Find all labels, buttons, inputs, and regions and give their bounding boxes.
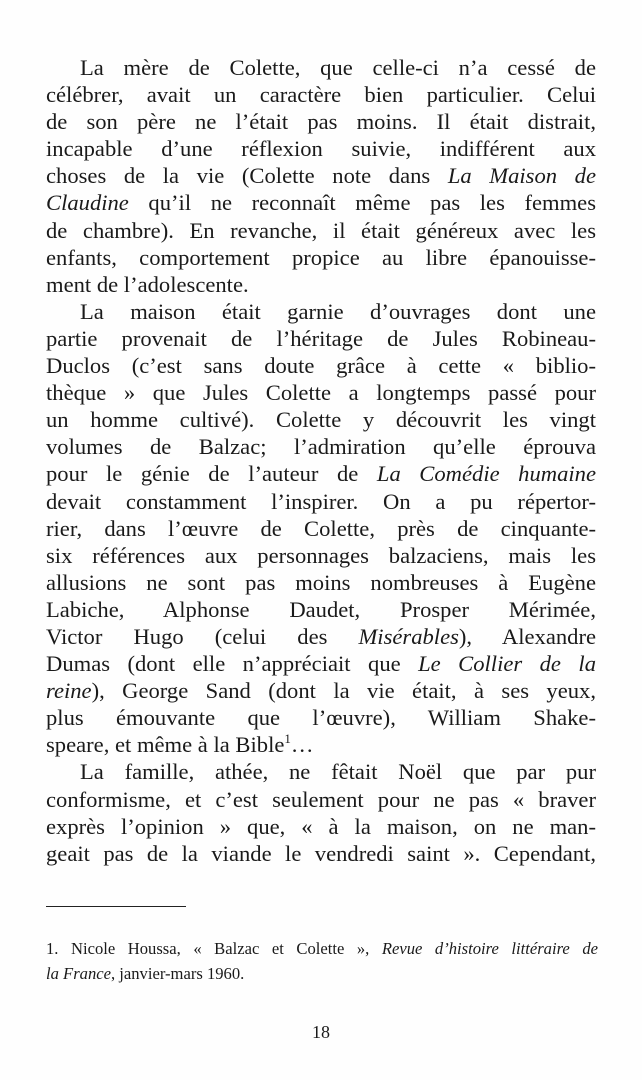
text-run: célébrer, avait un caractère bien particulier. Celui: [46, 82, 596, 108]
footnote: [46, 936, 598, 986]
text-line: [46, 731, 596, 758]
paragraph-1: [46, 54, 596, 298]
footnote-line: [46, 961, 598, 986]
text-run: qu’il ne reconnaît même pas les femmes: [128, 190, 596, 216]
italic-title: Claudine: [46, 190, 129, 216]
footnote-journal-title: la France: [46, 964, 111, 983]
text-line: [46, 542, 596, 569]
text-line: [46, 244, 596, 271]
text-line: [46, 650, 596, 677]
text-line: [46, 298, 596, 325]
paragraph-3: [46, 758, 596, 866]
text-line: [46, 596, 596, 623]
italic-title: Le Collier de la: [418, 651, 596, 677]
text-line: [46, 135, 596, 162]
italic-title: Misérables: [358, 623, 459, 649]
footnote-text: 1. Nicole Houssa, « Balzac et Colette »,: [46, 939, 382, 958]
text-run: La famille, athée, ne fêtait Noël que par pur: [80, 759, 596, 785]
text-line: [46, 217, 596, 244]
text-line: [46, 704, 596, 731]
text-run: La maison était garnie d’ouvrages dont une: [80, 298, 596, 324]
text-run: volumes de Balzac; l’admiration qu’elle éprouva: [46, 434, 596, 460]
paragraph-2: [46, 298, 596, 759]
text-run: …: [290, 732, 314, 758]
text-run: La mère de Colette, que celle-ci n’a cessé de: [80, 55, 596, 80]
italic-title: La Maison de: [447, 163, 596, 189]
text-line: [46, 433, 596, 460]
text-line: [46, 840, 596, 867]
text-line: [46, 189, 596, 216]
text-run: ), Alexandre: [458, 623, 596, 649]
text-run: exprès l’opinion » que, « à la maison, on ne man-: [46, 813, 596, 839]
page-number: 18: [312, 1022, 330, 1042]
text-run: partie provenait de l’héritage de Jules Robineau-: [46, 325, 596, 351]
text-line: [46, 488, 596, 515]
text-run: thèque » que Jules Colette a longtemps passé pour: [46, 380, 596, 406]
text-line: [46, 81, 596, 108]
body-text: [46, 54, 596, 867]
text-run: choses de la vie (Colette note dans: [46, 163, 448, 189]
text-run: Dumas (dont elle n’appréciait que: [46, 651, 419, 677]
text-run: incapable d’une réflexion suivie, indifférent aux: [46, 136, 596, 162]
text-line: [46, 162, 596, 189]
text-run: ment de l’adolescente.: [46, 271, 249, 297]
text-line: [46, 460, 596, 487]
text-line: [46, 677, 596, 704]
text-run: de son père ne l’était pas moins. Il était distrait,: [46, 109, 596, 135]
footnote-marker: 1: [284, 731, 291, 747]
text-line: [46, 108, 596, 135]
text-line: [46, 569, 596, 596]
text-line: [46, 406, 596, 433]
text-line: [46, 271, 596, 298]
text-line: [46, 786, 596, 813]
text-line: [46, 352, 596, 379]
text-run: plus émouvante que l’œuvre), William Shake-: [46, 705, 596, 731]
italic-title: La Comédie humaine: [376, 461, 596, 487]
text-run: six références aux personnages balzaciens, mais les: [46, 542, 596, 568]
text-run: ), George Sand (dont la vie était, à ses yeux,: [91, 678, 596, 704]
text-line: [46, 813, 596, 840]
footnote-journal-title: Revue d’histoire littéraire de: [381, 939, 598, 958]
text-run: Labiche, Alphonse Daudet, Prosper Mérimée,: [46, 596, 596, 622]
text-line: [46, 379, 596, 406]
text-run: rier, dans l’œuvre de Colette, près de cinquante-: [46, 515, 596, 541]
footnote-text: , janvier-mars 1960.: [110, 964, 245, 983]
text-run: Victor Hugo (celui des: [46, 623, 359, 649]
text-run: devait constamment l’inspirer. On a pu répertor-: [46, 488, 596, 514]
footnote-separator: [46, 906, 186, 907]
text-run: conformisme, et c’est seulement pour ne pas « braver: [46, 786, 596, 812]
text-line: [46, 758, 596, 785]
text-run: geait pas de la viande le vendredi saint ». Cependant,: [46, 840, 596, 866]
text-run: pour le génie de l’auteur de: [46, 461, 377, 487]
text-run: allusions ne sont pas moins nombreuses à Eugène: [46, 569, 596, 595]
text-run: enfants, comportement propice au libre épanouisse-: [46, 244, 596, 270]
text-run: Duclos (c’est sans doute grâce à cette « biblio-: [46, 353, 596, 379]
text-run: speare, et même à la Bible: [46, 732, 285, 758]
text-line: [46, 515, 596, 542]
footnote-line: [46, 936, 598, 961]
text-line: [46, 54, 596, 81]
text-line: [46, 623, 596, 650]
text-line: [46, 325, 596, 352]
italic-title: reine: [46, 678, 92, 704]
text-run: de chambre). En revanche, il était généreux avec les: [46, 217, 596, 243]
text-run: un homme cultivé). Colette y découvrit les vingt: [46, 407, 596, 433]
